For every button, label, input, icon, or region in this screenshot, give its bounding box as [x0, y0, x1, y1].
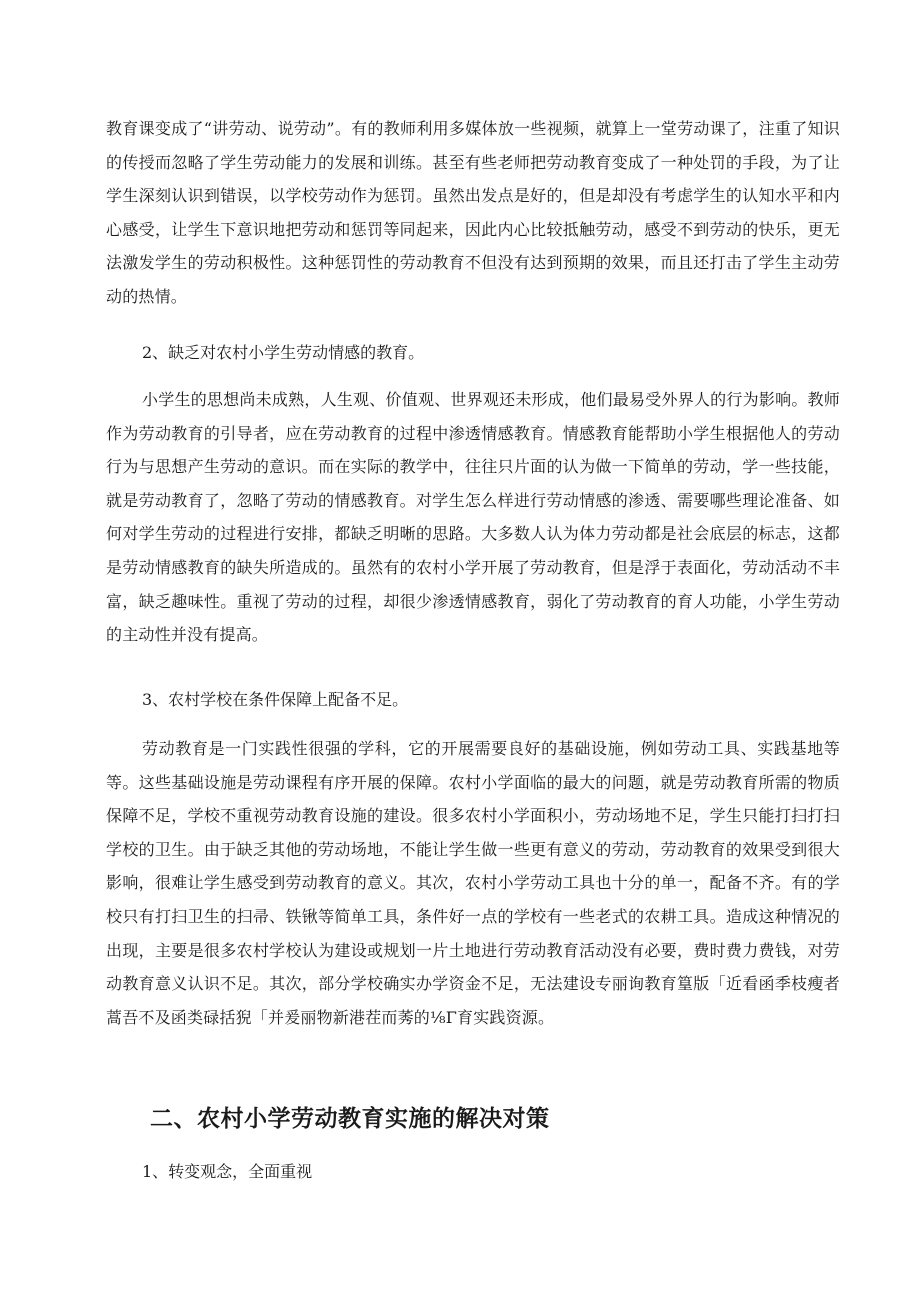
list-item-2-title: 2、缺乏对农村小学生劳动情感的教育。 [142, 343, 425, 362]
paragraph-continuation: 教育课变成了“讲劳动、说劳动”。有的教师利用多媒体放一些视频，就算上一堂劳动课了，注重了知识的传授而忽略了学生劳动能力的发展和训练。甚至有些老师把劳动教育变成了一种处罚的手段，为了让学生深刻认识到错误，以学校劳动作为惩罚。虽然出发点是好的，但是却没有考虑学生的认知水平和内心感受，让学生下意识地把劳动和惩罚等同起来，因此内心比较抵触劳动，感受不到劳动的快乐，更无法激发学生的劳动积极性。这种惩罚性的劳动教育不但没有达到预期的效果，而且还打击了学生主动劳动的热情。 [106, 119, 840, 306]
section-2-item-1: 1、转变观念，全面重视 [142, 1162, 313, 1181]
section-2-heading: 二、农村小学劳动教育实施的解决对策 [150, 1106, 550, 1132]
list-item-3-title: 3、农村学校在条件保障上配备不足。 [142, 690, 409, 709]
paragraph-item-2: 小学生的思想尚未成熟，人生观、价值观、世界观还未形成，他们最易受外界人的行为影响。教师作为劳动教育的引导者，应在劳动教育的过程中渗透情感教育。情感教育能帮助小学生根据他人的劳动行为与思想产生劳动的意识。而在实际的教学中，往往只片面的认为做一下简单的劳动，学一些技能，就是劳动教育了，忽略了劳动的情感教育。对学生怎么样进行劳动情感的渗透、需要哪些理论准备、如何对学生劳动的过程进行安排，都缺乏明晰的思路。大多数人认为体力劳动都是社会底层的标志，这都是劳动情感教育的缺失所造成的。虽然有的农村小学开展了劳动教育，但是浮于表面化，劳动活动不丰富，缺乏趣味性。重视了劳动的过程，却很少渗透情感教育，弱化了劳动教育的育人功能，小学生劳动的主动性并没有提高。 [106, 390, 840, 645]
paragraph-item-3: 劳动教育是一门实践性很强的学科，它的开展需要良好的基础设施，例如劳动工具、实践基地等等。这些基础设施是劳动课程有序开展的保障。农村小学面临的最大的问题，就是劳动教育所需的物质保障不足，学校不重视劳动教育设施的建设。很多农村小学面积小，劳动场地不足，学生只能打扫打扫学校的卫生。由于缺乏其他的劳动场地，不能让学生做一些更有意义的劳动，劳动教育的效果受到很大影响，很难让学生感受到劳动教育的意义。其次，农村小学劳动工具也十分的单一，配备不齐。有的学校只有打扫卫生的扫帚、铁锹等简单工具，条件好一点的学校有一些老式的农耕工具。造成这种情况的出现，主要是很多农村学校认为建设或规划一片土地进行劳动教育活动没有必要，费时费力费钱，对劳动教育意义认识不足。其次，部分学校确实办学资金不足，无法建设专丽询教育篁版「近看函季枝瘦者蒿吾不及函类碌括猊「并爰丽物新港茬而莠的⅛Γ育实践资源。 [106, 739, 840, 1027]
